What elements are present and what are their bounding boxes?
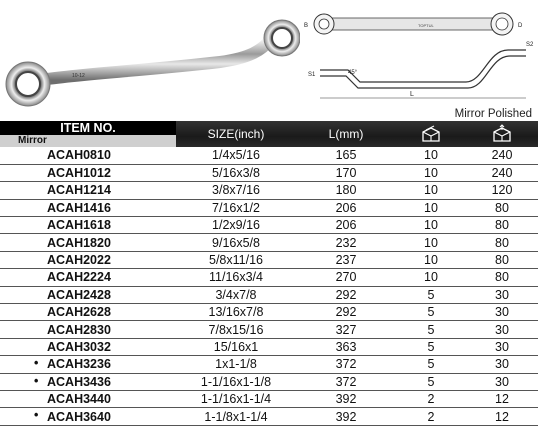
size-cell: 5/8x11/16 [176,251,296,268]
length-cell: 206 [296,199,396,216]
length-cell: 292 [296,304,396,321]
box-qty-cell: 5 [396,304,466,321]
item-number: ACAH2628 [47,305,111,320]
item-number-cell [0,390,176,407]
item-number: ACAH3440 [47,392,111,407]
item-number-cell [0,373,176,390]
item-number: ACAH1416 [47,200,111,215]
table-row [0,408,538,425]
box-qty-cell: 5 [396,338,466,355]
item-number-cell [0,304,176,321]
table-row [0,304,538,321]
box-qty-cell: 2 [396,408,466,425]
carton-qty-cell: 30 [466,304,538,321]
carton-qty-cell: 30 [466,338,538,355]
length-cell: 270 [296,269,396,286]
length-cell: 327 [296,321,396,338]
table-row [0,286,538,303]
item-number-cell [0,234,176,251]
carton-qty-cell: 30 [466,373,538,390]
table-row [0,147,538,164]
box-qty-cell: 10 [396,251,466,268]
table-header-row [0,121,538,147]
length-cell: 292 [296,286,396,303]
header-item-sub-label: Mirror [0,135,176,147]
technical-drawing [298,6,538,106]
length-cell: 180 [296,182,396,199]
size-cell: 11/16x3/4 [176,269,296,286]
carton-qty-cell: 240 [466,164,538,181]
length-cell: 392 [296,408,396,425]
size-cell: 1-1/16x1-1/4 [176,390,296,407]
table-row [0,338,538,355]
carton-qty-cell: 240 [466,147,538,164]
box-qty-cell: 5 [396,321,466,338]
size-cell: 1/4x5/16 [176,147,296,164]
size-cell: 9/16x5/8 [176,234,296,251]
box-qty-cell: 5 [396,373,466,390]
item-number: ACAH0810 [47,148,111,163]
box-qty-cell: 2 [396,390,466,407]
table-row [0,373,538,390]
size-cell: 3/8x7/16 [176,182,296,199]
item-number: ACAH1214 [47,183,111,198]
carton-icon [491,124,513,144]
header-carton [466,121,538,147]
box-qty-cell: 5 [396,286,466,303]
length-cell: 206 [296,217,396,234]
length-cell: 372 [296,373,396,390]
item-number-cell [0,199,176,216]
table-row [0,356,538,373]
item-number: ACAH1618 [47,218,111,233]
table-row [0,182,538,199]
length-cell: 165 [296,147,396,164]
dim-s1-label: S1 [308,72,316,78]
carton-qty-cell: 80 [466,251,538,268]
item-number-cell [0,182,176,199]
item-number-cell [0,408,176,425]
table-row [0,269,538,286]
svg-text:TOPTUL: TOPTUL [418,23,434,28]
table-row [0,390,538,407]
wrench-photo [0,0,300,110]
size-cell: 1/2x9/16 [176,217,296,234]
box-qty-cell: 10 [396,269,466,286]
svg-text:10-12: 10-12 [72,73,85,79]
box-qty-cell: 10 [396,182,466,199]
dim-d-label: D [518,23,523,29]
length-cell: 392 [296,390,396,407]
header-item-no [0,121,176,147]
item-number-cell [0,269,176,286]
inner-box-icon [420,124,442,144]
length-cell: 232 [296,234,396,251]
dim-b-label: B [304,23,309,29]
item-number-cell [0,164,176,181]
item-number: ACAH3236 [47,357,111,372]
dim-l-label: L [410,91,414,98]
carton-qty-cell: 12 [466,390,538,407]
box-qty-cell: 10 [396,147,466,164]
new-item-bullet: • [34,408,39,423]
box-qty-cell: 10 [396,217,466,234]
carton-qty-cell: 30 [466,286,538,303]
item-number: ACAH3640 [47,409,111,424]
size-cell: 7/16x1/2 [176,199,296,216]
item-number: ACAH1820 [47,235,111,250]
finish-label: Mirror Polished [454,108,532,120]
header-length: L(mm) [296,121,396,147]
spec-table [0,121,538,426]
size-cell: 1-1/8x1-1/4 [176,408,296,425]
carton-qty-cell: 12 [466,408,538,425]
size-cell: 7/8x15/16 [176,321,296,338]
item-number: ACAH1012 [47,166,111,181]
carton-qty-cell: 120 [466,182,538,199]
carton-qty-cell: 30 [466,356,538,373]
length-cell: 372 [296,356,396,373]
dim-s2-label: S2 [526,42,534,48]
item-number: ACAH2428 [47,287,111,302]
size-cell: 1-1/16x1-1/8 [176,373,296,390]
box-qty-cell: 5 [396,356,466,373]
box-qty-cell: 10 [396,199,466,216]
box-qty-cell: 10 [396,164,466,181]
header-item-no-label: ITEM NO. [0,121,176,135]
item-number: ACAH2022 [47,253,111,268]
item-number-cell [0,321,176,338]
header-size: SIZE(inch) [176,121,296,147]
item-number-cell [0,217,176,234]
size-cell: 3/4x7/8 [176,286,296,303]
table-row [0,217,538,234]
table-row [0,321,538,338]
length-cell: 363 [296,338,396,355]
item-number: ACAH3436 [47,374,111,389]
item-number: ACAH2830 [47,322,111,337]
length-cell: 237 [296,251,396,268]
item-number-cell [0,251,176,268]
carton-qty-cell: 80 [466,269,538,286]
carton-qty-cell: 80 [466,199,538,216]
header-box [396,121,466,147]
carton-qty-cell: 30 [466,321,538,338]
item-number-cell [0,338,176,355]
new-item-bullet: • [34,373,39,388]
carton-qty-cell: 80 [466,217,538,234]
carton-qty-cell: 80 [466,234,538,251]
item-number-cell [0,356,176,373]
item-number-cell [0,147,176,164]
size-cell: 1x1-1/8 [176,356,296,373]
size-cell: 5/16x3/8 [176,164,296,181]
length-cell: 170 [296,164,396,181]
size-cell: 13/16x7/8 [176,304,296,321]
table-row [0,199,538,216]
size-cell: 15/16x1 [176,338,296,355]
item-number: ACAH3032 [47,339,111,354]
angle-label: 45° [348,70,358,76]
box-qty-cell: 10 [396,234,466,251]
table-row [0,251,538,268]
new-item-bullet: • [34,356,39,371]
table-row [0,164,538,181]
item-number-cell [0,286,176,303]
item-number: ACAH2224 [47,270,111,285]
table-row [0,234,538,251]
